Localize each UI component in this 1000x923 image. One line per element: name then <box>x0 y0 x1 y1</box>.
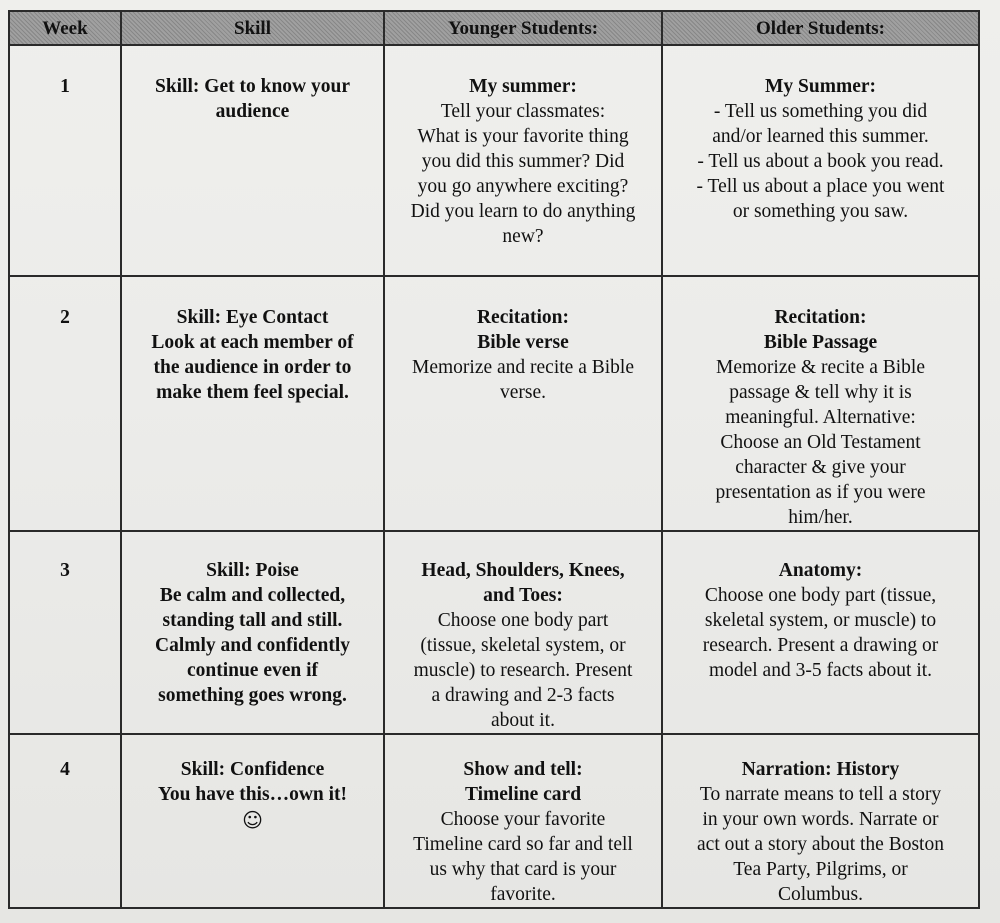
older-body-line: him/her. <box>788 507 853 528</box>
older-body-line: meaningful. Alternative: <box>725 407 916 428</box>
younger-students-cell <box>384 734 662 908</box>
younger-body-line: Choose your favorite <box>440 809 606 830</box>
header-younger-students: Younger Students: <box>384 11 662 45</box>
skill-line: Be calm and collected, <box>159 585 346 606</box>
older-students-cell <box>662 531 979 734</box>
older-body-line: skeletal system, or muscle) to <box>704 610 937 631</box>
younger-students-cell <box>384 531 662 734</box>
younger-body-line: Memorize and recite a Bible <box>412 357 634 378</box>
skill-line: something goes wrong. <box>158 685 347 706</box>
younger-title-line: My summer: <box>469 76 577 97</box>
older-title-line: Recitation: <box>774 307 867 328</box>
younger-body-line: new? <box>502 226 544 247</box>
younger-body-line: a drawing and 2-3 facts <box>431 685 615 706</box>
skill-line: standing tall and still. <box>162 610 343 631</box>
younger-title-line: Recitation: <box>476 307 570 328</box>
header-older-students: Older Students: <box>662 11 979 45</box>
older-body-line: - Tell us about a place you went <box>696 176 945 197</box>
older-students-cell <box>662 734 979 908</box>
younger-body-line: you did this summer? Did <box>421 151 625 172</box>
older-body-line: To narrate means to tell a story <box>699 784 942 805</box>
younger-body-line: you go anywhere exciting? <box>417 176 629 197</box>
older-body-line: in your own words. Narrate or <box>702 809 939 830</box>
table-row <box>9 531 979 734</box>
header-week: Week <box>9 11 121 45</box>
week-number: 2 <box>9 276 121 531</box>
older-body-line: presentation as if you were <box>715 482 926 503</box>
older-body-line: - Tell us about a book you read. <box>697 151 944 172</box>
older-body-line: Memorize & recite a Bible <box>716 357 925 378</box>
younger-body-line: about it. <box>491 710 555 731</box>
week-number: 1 <box>9 45 121 276</box>
younger-body-line: us why that card is your <box>429 859 617 880</box>
older-body-line: Choose one body part (tissue, <box>704 585 937 606</box>
younger-body-line: muscle) to research. Present <box>413 660 633 681</box>
older-body-line: Choose an Old Testament <box>720 432 921 453</box>
younger-body-line: Did you learn to do anything <box>410 201 636 222</box>
skill-line: Skill: Confidence <box>180 759 325 780</box>
older-body-line: - Tell us something you did <box>713 101 928 122</box>
skill-line: Skill: Eye Contact <box>176 307 329 328</box>
younger-body-line: Timeline card so far and tell <box>413 834 633 855</box>
table-row <box>9 276 979 531</box>
schedule-table <box>8 10 980 909</box>
younger-title-line: Bible verse <box>477 332 569 353</box>
younger-body-line: (tissue, skeletal system, or <box>420 635 626 656</box>
table-row <box>9 45 979 276</box>
skill-line: Look at each member of <box>151 332 354 353</box>
older-body-line: research. Present a drawing or <box>702 635 939 656</box>
older-title-line: Bible Passage <box>763 332 878 353</box>
younger-title-line: Timeline card <box>464 784 582 805</box>
skill-line: audience <box>215 101 290 122</box>
week-number: 4 <box>9 734 121 908</box>
skill-cell <box>121 276 384 531</box>
older-title-line: My Summer: <box>764 76 876 97</box>
older-body-line: act out a story about the Boston <box>697 834 944 855</box>
older-body-line: passage & tell why it is <box>729 382 912 403</box>
skill-cell <box>121 734 384 908</box>
skill-line: Skill: Get to know your <box>154 76 351 97</box>
older-title-line: Narration: History <box>741 759 900 780</box>
week-number: 3 <box>9 531 121 734</box>
older-body-line: or something you saw. <box>732 201 909 222</box>
older-body-line: Tea Party, Pilgrims, or <box>733 859 908 880</box>
skill-cell <box>121 531 384 734</box>
older-students-cell <box>662 276 979 531</box>
skill-line: You have this…own it! <box>157 784 348 805</box>
older-body-line: character & give your <box>735 457 906 478</box>
younger-body-line: Choose one body part <box>437 610 609 631</box>
skill-line: continue even if <box>186 660 319 681</box>
skill-line: Skill: Poise <box>206 560 299 581</box>
younger-title-line: Head, Shoulders, Knees, <box>421 560 625 581</box>
skill-line: make them feel special. <box>156 382 349 403</box>
skill-cell <box>121 45 384 276</box>
skill-line: the audience in order to <box>153 357 352 378</box>
older-students-cell <box>662 45 979 276</box>
older-body-line: and/or learned this summer. <box>712 126 929 147</box>
smiley-icon: ☺ <box>242 808 263 832</box>
younger-body-line: verse. <box>499 382 547 403</box>
younger-title-line: and Toes: <box>483 585 563 606</box>
table-header <box>9 11 979 45</box>
younger-students-cell <box>384 45 662 276</box>
younger-title-line: Show and tell: <box>463 759 583 780</box>
older-title-line: Anatomy: <box>778 560 863 581</box>
older-body-line: model and 3-5 facts about it. <box>708 660 933 681</box>
skill-line: Calmly and confidently <box>154 635 351 656</box>
younger-students-cell <box>384 276 662 531</box>
older-body-line: Columbus. <box>777 884 864 905</box>
younger-body-line: What is your favorite thing <box>417 126 629 147</box>
younger-body-line: Tell your classmates: <box>440 101 606 122</box>
table-body <box>9 45 979 908</box>
header-skill: Skill <box>121 11 384 45</box>
younger-body-line: favorite. <box>490 884 556 905</box>
table-row <box>9 734 979 908</box>
